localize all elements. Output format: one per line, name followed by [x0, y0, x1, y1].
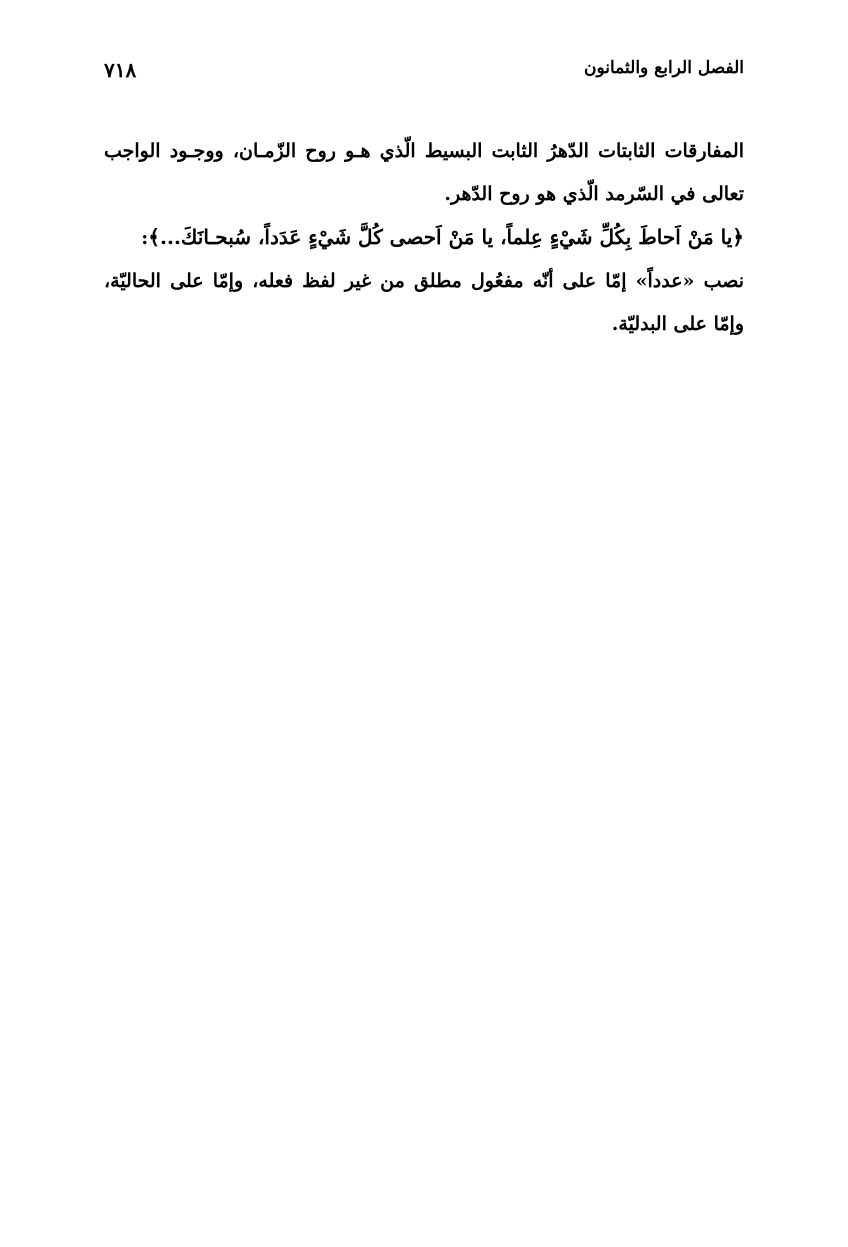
- quoted-supplication: ﴿يا مَنْ اَحاطَ بِكُلِّ شَيْءٍ عِلماً، يا مَنْ اَحصى كُلَّ شَيْءٍ عَدَداً، سُبحـانَكَ...﴾: [148, 225, 744, 249]
- chapter-title: الفصل الرابع والثمانون: [584, 58, 744, 78]
- page-number: ٧١٨: [104, 58, 137, 82]
- paragraph-2: نصب «عدداً» إمّا على أنّه مفعُول مطلق من غير لفظ فعله، وإمّا على الحاليّة، وإمّا على البدليّة.: [104, 270, 744, 335]
- paragraph-quote: [104, 216, 744, 260]
- quote-colon: :: [141, 227, 149, 249]
- page-header: [104, 58, 744, 88]
- paragraph-1: المفارقات الثابتات الدّهرُ الثابت البسيط الّذي هـو روح الزّمـان، ووجـود الواجب تعالى في السّرمد الّذي هو روح الدّهر.: [104, 140, 744, 205]
- page-body: [104, 130, 744, 346]
